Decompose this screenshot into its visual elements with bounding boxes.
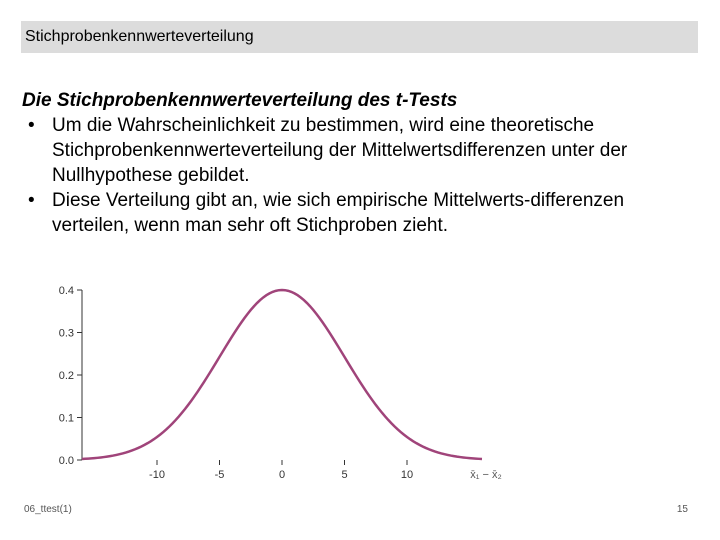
density-curve — [82, 290, 482, 459]
x-tick-label: -10 — [149, 469, 165, 481]
header-title: Stichprobenkennwerteverteilung — [25, 28, 254, 45]
x-axis-label: x̄₁ − x̄₂ — [470, 469, 502, 481]
y-tick-label: 0.1 — [58, 412, 74, 425]
bullet-item — [22, 113, 702, 188]
bullet-icon: • — [28, 190, 35, 211]
bullet-item — [22, 188, 702, 238]
slide-title: Die Stichprobenkennwerteverteilung des t-Tests — [22, 90, 458, 111]
x-tick-label: 10 — [400, 469, 414, 481]
page-number: 15 — [676, 504, 688, 515]
y-tick-label: 0.3 — [58, 327, 74, 340]
y-tick-label: 0.2 — [58, 370, 74, 382]
x-tick-label: -5 — [214, 469, 225, 481]
bullet-icon: • — [28, 115, 35, 136]
footer-file-label: 06_ttest(1) — [24, 504, 72, 515]
bullet-list — [22, 113, 702, 238]
main-content — [22, 88, 702, 238]
distribution-chart — [20, 280, 520, 490]
bullet-text: Um die Wahrscheinlichkeit zu bestimmen, wird eine theoretische Stichprobenkennwerteverteilung der Mittelwertsdifferenzen unter der Nullhypothese gebildet. — [52, 115, 628, 186]
x-tick-label: 5 — [341, 469, 348, 481]
x-tick-label: 0 — [278, 469, 286, 481]
y-tick-label: 0.0 — [58, 455, 74, 467]
y-tick-label: 0.4 — [58, 285, 74, 297]
header-bar — [21, 21, 698, 53]
bullet-text: Diese Verteilung gibt an, wie sich empirische Mittelwerts-differenzen verteilen, wenn man sehr oft Stichproben zieht. — [52, 190, 625, 236]
